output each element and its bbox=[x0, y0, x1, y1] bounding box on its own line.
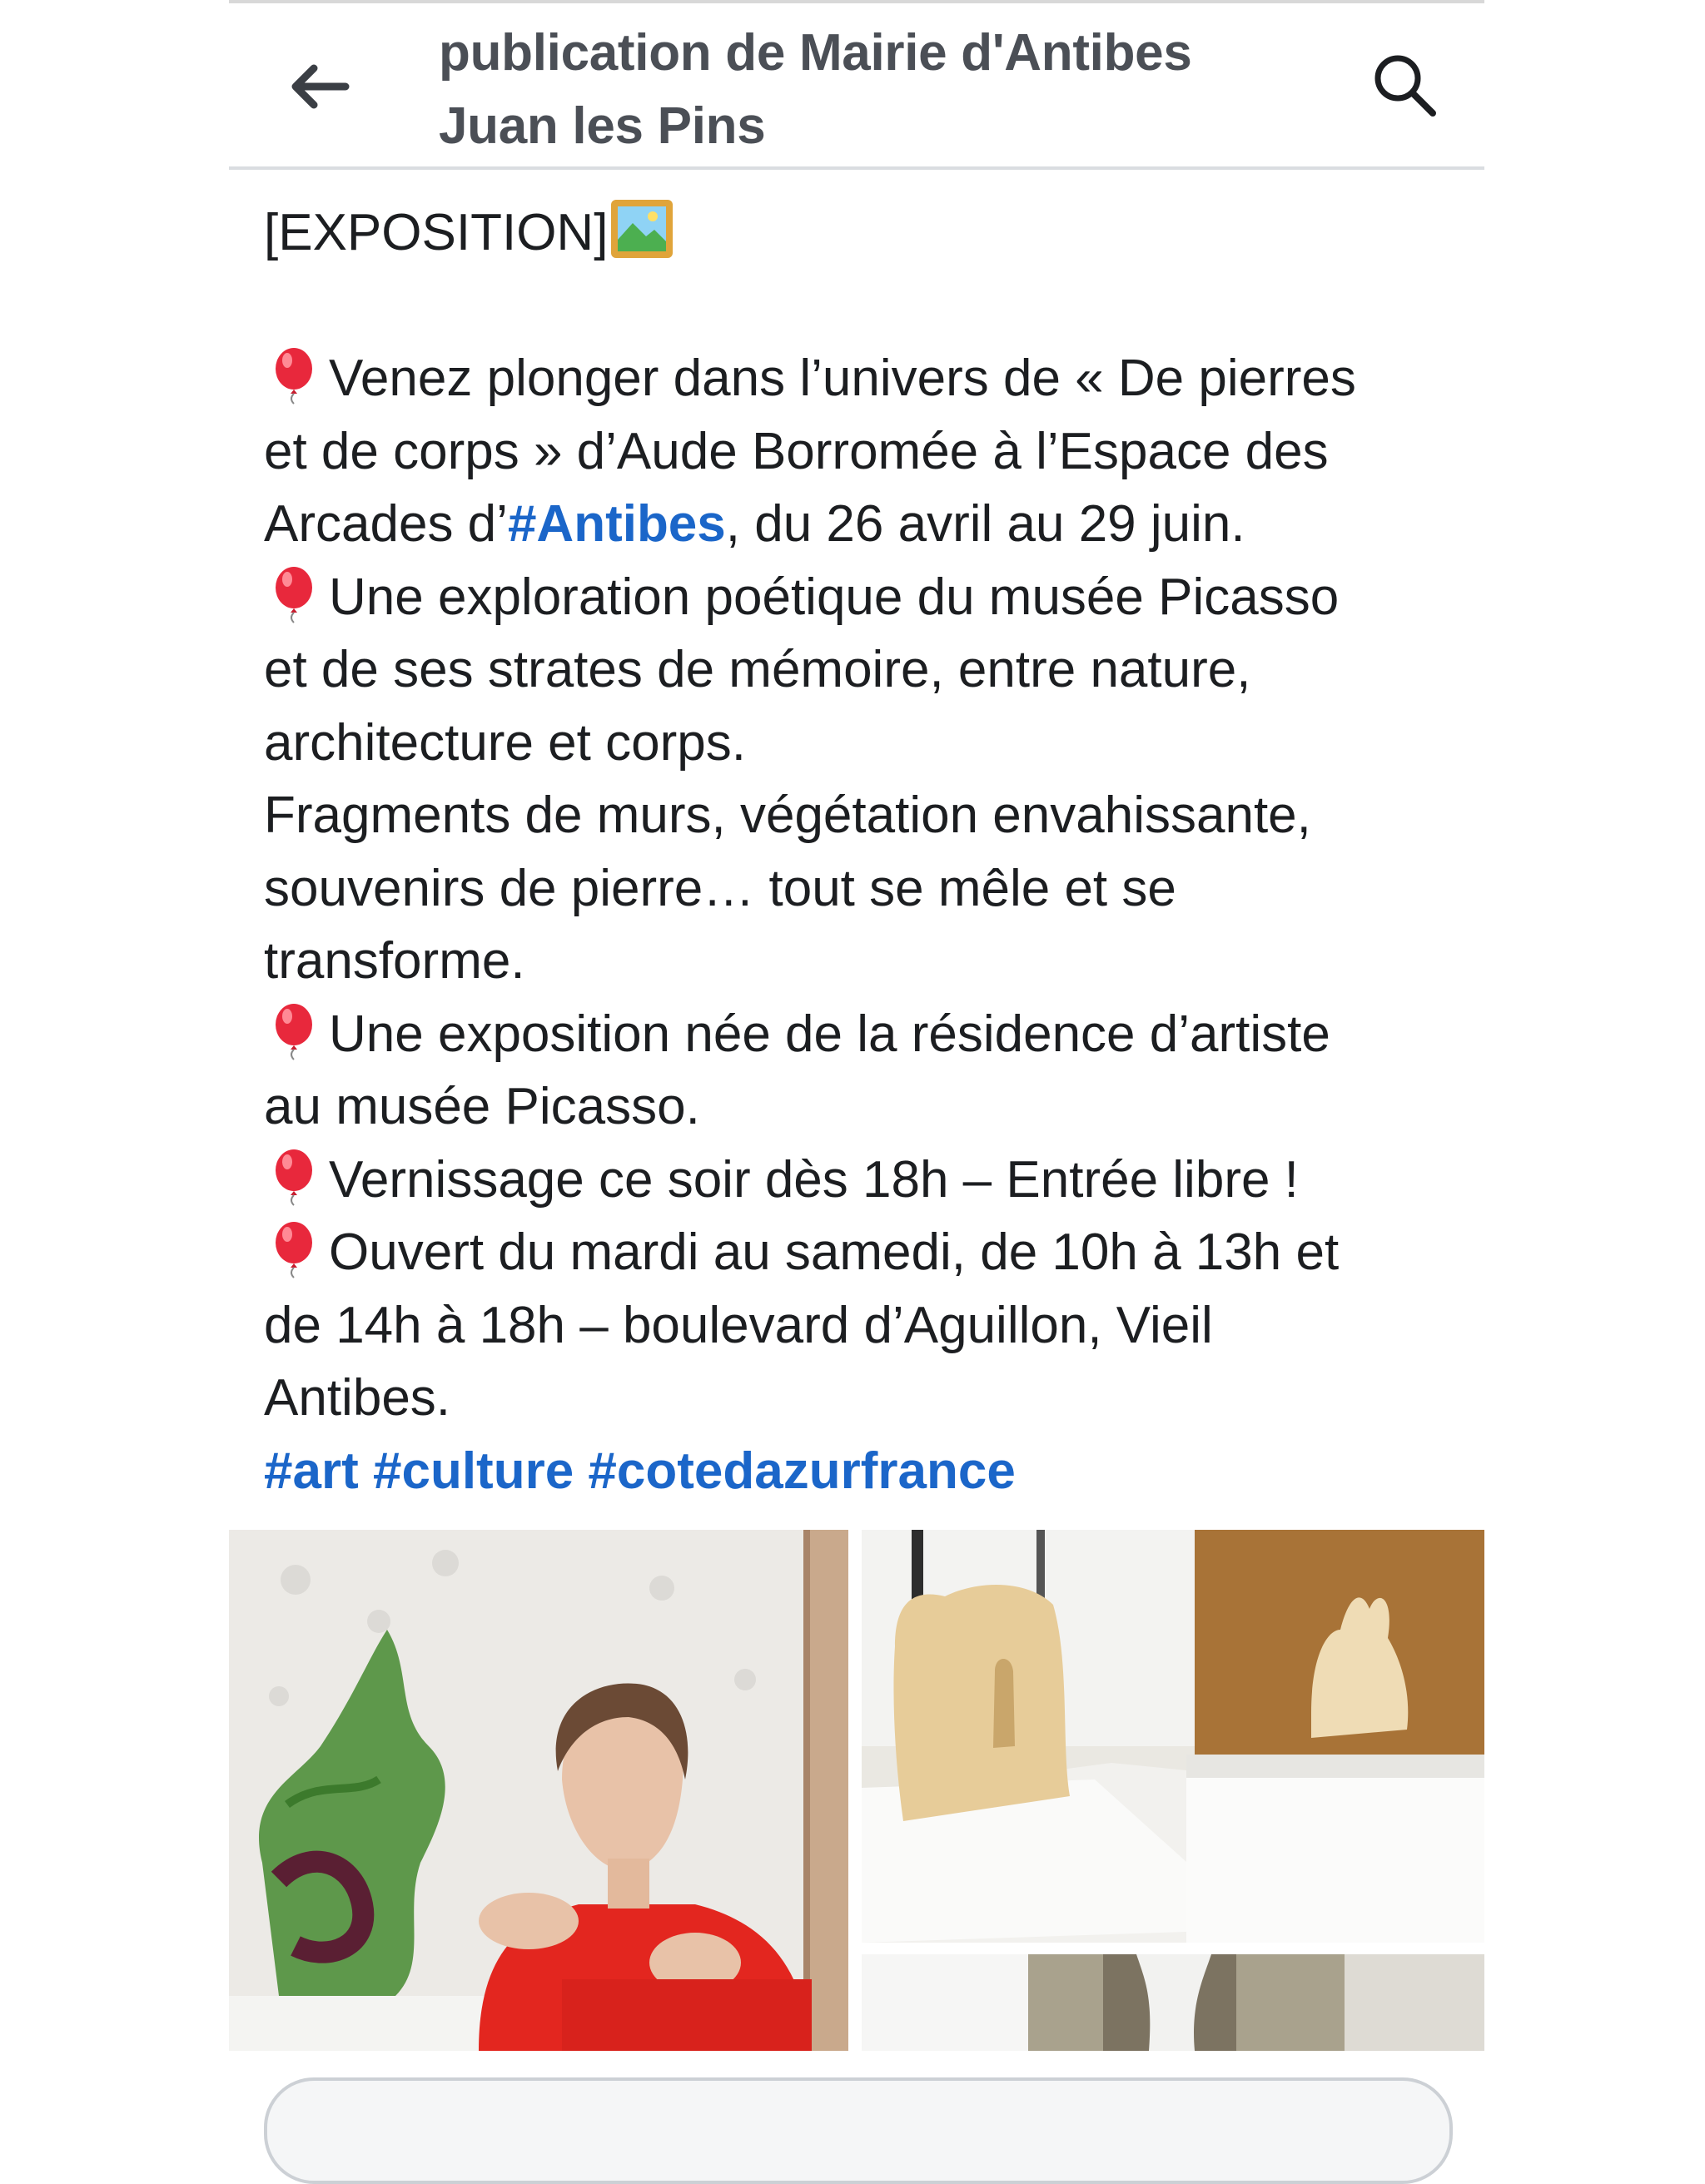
page-title bbox=[439, 17, 1271, 163]
comment-input[interactable] bbox=[264, 2077, 1453, 2184]
sculptures-on-plinths-photo[interactable] bbox=[862, 1530, 1484, 1943]
post-line: Arcades d’#Antibes, du 26 avril au 29 juin. bbox=[264, 495, 1245, 553]
arrow-left-icon bbox=[287, 62, 350, 112]
post-line: et de corps » d’Aude Borromée à l’Espace des bbox=[264, 422, 1329, 480]
blank-line bbox=[264, 270, 1463, 343]
page-title-line1: publication de Mairie d'Antibes bbox=[439, 24, 1192, 82]
hashtag-line bbox=[264, 1435, 1463, 1508]
post-line: souvenirs de pierre… tout se mêle et se bbox=[264, 859, 1176, 917]
search-icon bbox=[1369, 50, 1439, 120]
post-line: architecture et corps. bbox=[264, 713, 746, 772]
post-text bbox=[264, 196, 1463, 1507]
app-header bbox=[229, 3, 1484, 170]
post-line: Fragments de murs, végétation envahissante, bbox=[264, 787, 1311, 844]
hashtag-link[interactable]: #cotedazurfrance bbox=[588, 1442, 1016, 1500]
post-line: Vernissage ce soir dès 18h – Entrée libre ! bbox=[264, 1144, 1463, 1217]
post-line: Antibes. bbox=[264, 1369, 451, 1427]
bottom-comment-bar bbox=[229, 2051, 1484, 2131]
hashtag-link[interactable]: #culture bbox=[372, 1442, 574, 1500]
hashtag-link[interactable]: #art bbox=[264, 1442, 359, 1500]
post-line: et de ses strates de mémoire, entre nature, bbox=[264, 641, 1251, 698]
framed-picture-icon bbox=[609, 198, 674, 260]
post-line: transforme. bbox=[264, 932, 525, 990]
post-line: Une exposition née de la résidence d’artiste bbox=[264, 998, 1463, 1071]
back-button[interactable] bbox=[279, 47, 359, 127]
artist-presenting-photo[interactable] bbox=[229, 1530, 848, 2051]
balloon-icon bbox=[264, 345, 324, 405]
page-title-line2: Juan les Pins bbox=[439, 97, 766, 155]
balloon-icon bbox=[264, 1219, 324, 1279]
post-line: de 14h à 18h – boulevard d’Aguillon, Vieil bbox=[264, 1296, 1213, 1354]
hashtag-link[interactable]: #Antibes bbox=[507, 495, 726, 553]
post-line: Venez plonger dans l’univers de « De pierres bbox=[264, 342, 1463, 415]
search-button[interactable] bbox=[1363, 43, 1446, 127]
post-line: au musée Picasso. bbox=[264, 1078, 700, 1135]
balloon-icon bbox=[264, 1001, 324, 1061]
white-sculpture-photo[interactable] bbox=[862, 1954, 1484, 2051]
balloon-icon bbox=[264, 1147, 324, 1207]
balloon-icon bbox=[264, 564, 324, 624]
photo-gallery bbox=[229, 1530, 1484, 2051]
post-line: Une exploration poétique du musée Picasso bbox=[264, 561, 1463, 634]
post-line: Ouvert du mardi au samedi, de 10h à 13h et bbox=[264, 1216, 1463, 1289]
post-screen bbox=[229, 0, 1484, 2131]
post-heading: [EXPOSITION] bbox=[264, 196, 1463, 270]
